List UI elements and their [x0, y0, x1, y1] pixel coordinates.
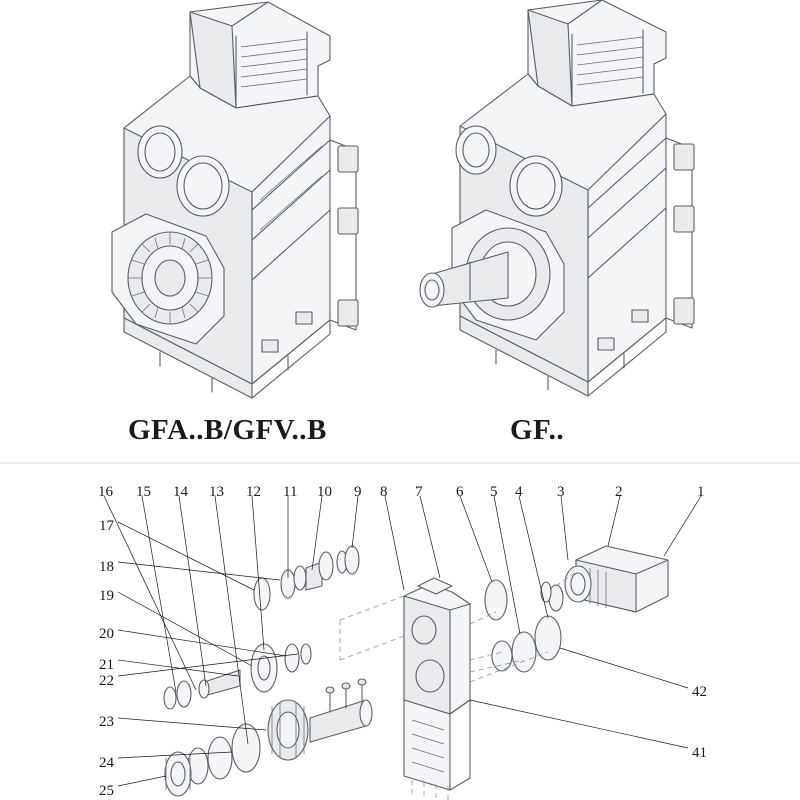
callout-number-19: 19	[99, 588, 114, 604]
gearbox-isometric-left	[112, 2, 358, 398]
exploded-assembly	[104, 496, 701, 800]
callout-number-2: 2	[615, 484, 623, 500]
callout-number-18: 18	[99, 559, 114, 575]
callout-number-4: 4	[515, 484, 523, 500]
callout-number-22: 22	[99, 673, 114, 689]
callout-number-5: 5	[490, 484, 498, 500]
callout-number-6: 6	[456, 484, 464, 500]
callout-number-42: 42	[692, 684, 707, 700]
callout-leader-lines	[104, 496, 701, 786]
callout-number-23: 23	[99, 714, 114, 730]
callout-number-20: 20	[99, 626, 114, 642]
callout-number-16: 16	[98, 484, 113, 500]
callout-number-10: 10	[317, 484, 332, 500]
callout-number-17: 17	[99, 518, 114, 534]
gearbox-isometric-right	[420, 0, 694, 396]
callout-number-15: 15	[136, 484, 151, 500]
callout-number-41: 41	[692, 745, 707, 761]
callout-number-7: 7	[415, 484, 423, 500]
callout-number-11: 11	[283, 484, 298, 500]
callout-number-24: 24	[99, 755, 114, 771]
callout-number-21: 21	[99, 657, 114, 673]
callout-number-8: 8	[380, 484, 388, 500]
callout-number-3: 3	[557, 484, 565, 500]
callout-number-13: 13	[209, 484, 224, 500]
caption-right: GF..	[510, 414, 565, 446]
callout-number-14: 14	[173, 484, 188, 500]
callout-number-12: 12	[246, 484, 261, 500]
callout-number-25: 25	[99, 783, 114, 799]
callout-number-1: 1	[697, 484, 705, 500]
caption-left: GFA..B/GFV..B	[128, 414, 327, 446]
callout-number-9: 9	[354, 484, 362, 500]
